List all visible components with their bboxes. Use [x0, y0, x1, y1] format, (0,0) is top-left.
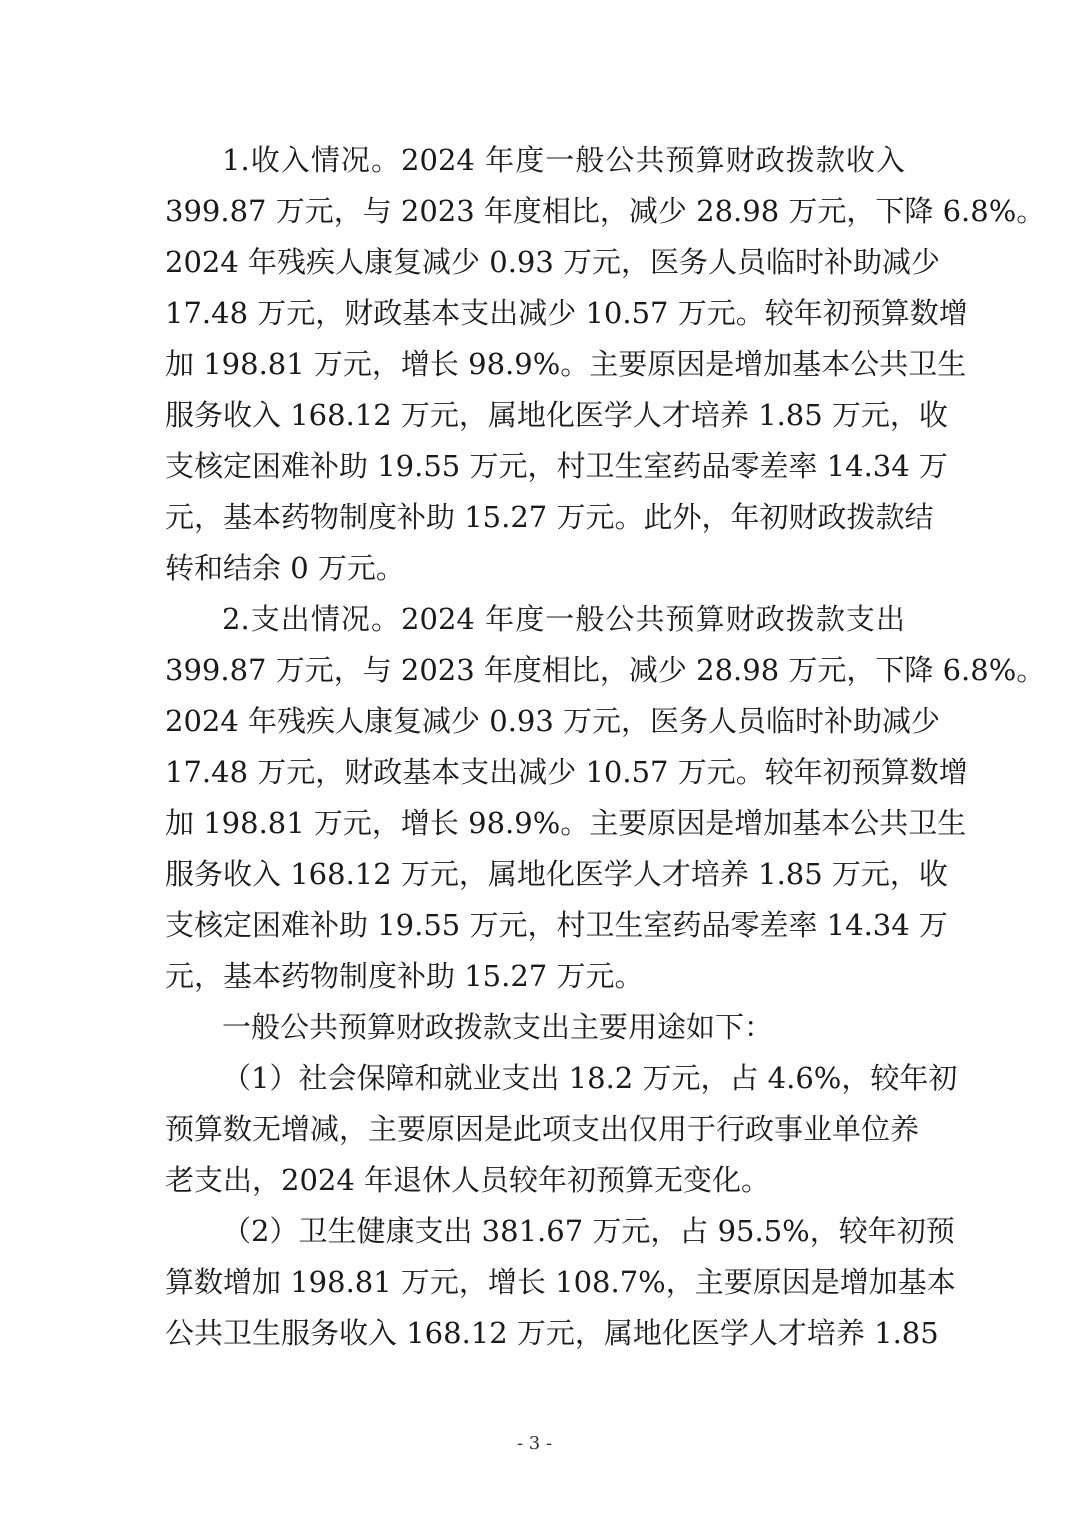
page-number: - 3 - [516, 1433, 553, 1454]
paragraph-5-line-1: （2）卫生健康支出 381.67 万元，占 95.5%，较年初预 [222, 1214, 955, 1248]
paragraph-1-line-4: 17.48 万元，财政基本支出减少 10.57 万元。较年初预算数增 [165, 296, 968, 330]
paragraph-2-line-4: 17.48 万元，财政基本支出减少 10.57 万元。较年初预算数增 [165, 755, 968, 789]
paragraph-1-line-9: 转和结余 0 万元。 [165, 551, 405, 585]
paragraph-2-line-3: 2024 年残疾人康复减少 0.93 万元，医务人员临时补助减少 [165, 704, 941, 738]
paragraph-2-line-2: 399.87 万元，与 2023 年度相比，减少 28.98 万元，下降 6.8%。 [165, 653, 1046, 687]
paragraph-5-line-2: 算数增加 198.81 万元，增长 108.7%，主要原因是增加基本 [165, 1265, 956, 1299]
paragraph-2-line-8: 元，基本药物制度补助 15.27 万元。 [165, 959, 644, 993]
paragraph-1-line-2: 399.87 万元，与 2023 年度相比，减少 28.98 万元，下降 6.8%。 [165, 194, 1046, 228]
paragraph-2-line-1: 2.支出情况。2024 年度一般公共预算财政拨款支出 [222, 602, 905, 636]
paragraph-1-line-7: 支核定困难补助 19.55 万元，村卫生室药品零差率 14.34 万 [165, 449, 948, 483]
paragraph-5-line-3: 公共卫生服务收入 168.12 万元，属地化医学人才培养 1.85 [165, 1316, 939, 1350]
paragraph-1-line-5: 加 198.81 万元，增长 98.9%。主要原因是增加基本公共卫生 [165, 347, 967, 381]
paragraph-2-line-7: 支核定困难补助 19.55 万元，村卫生室药品零差率 14.34 万 [165, 908, 948, 942]
paragraph-4-line-3: 老支出，2024 年退休人员较年初预算无变化。 [165, 1163, 771, 1197]
paragraph-1-line-1: 1.收入情况。2024 年度一般公共预算财政拨款收入 [222, 143, 905, 177]
paragraph-3-line-1: 一般公共预算财政拨款支出主要用途如下： [222, 1010, 774, 1044]
paragraph-2-line-5: 加 198.81 万元，增长 98.9%。主要原因是增加基本公共卫生 [165, 806, 967, 840]
paragraph-2-line-6: 服务收入 168.12 万元，属地化医学人才培养 1.85 万元，收 [165, 857, 948, 891]
paragraph-1-line-6: 服务收入 168.12 万元，属地化医学人才培养 1.85 万元，收 [165, 398, 948, 432]
paragraph-4-line-2: 预算数无增减，主要原因是此项支出仅用于行政事业单位养 [165, 1112, 920, 1146]
paragraph-1-line-3: 2024 年残疾人康复减少 0.93 万元，医务人员临时补助减少 [165, 245, 941, 279]
paragraph-4-line-1: （1）社会保障和就业支出 18.2 万元，占 4.6%，较年初 [222, 1061, 958, 1095]
paragraph-1-line-8: 元，基本药物制度补助 15.27 万元。此外，年初财政拨款结 [165, 500, 934, 534]
